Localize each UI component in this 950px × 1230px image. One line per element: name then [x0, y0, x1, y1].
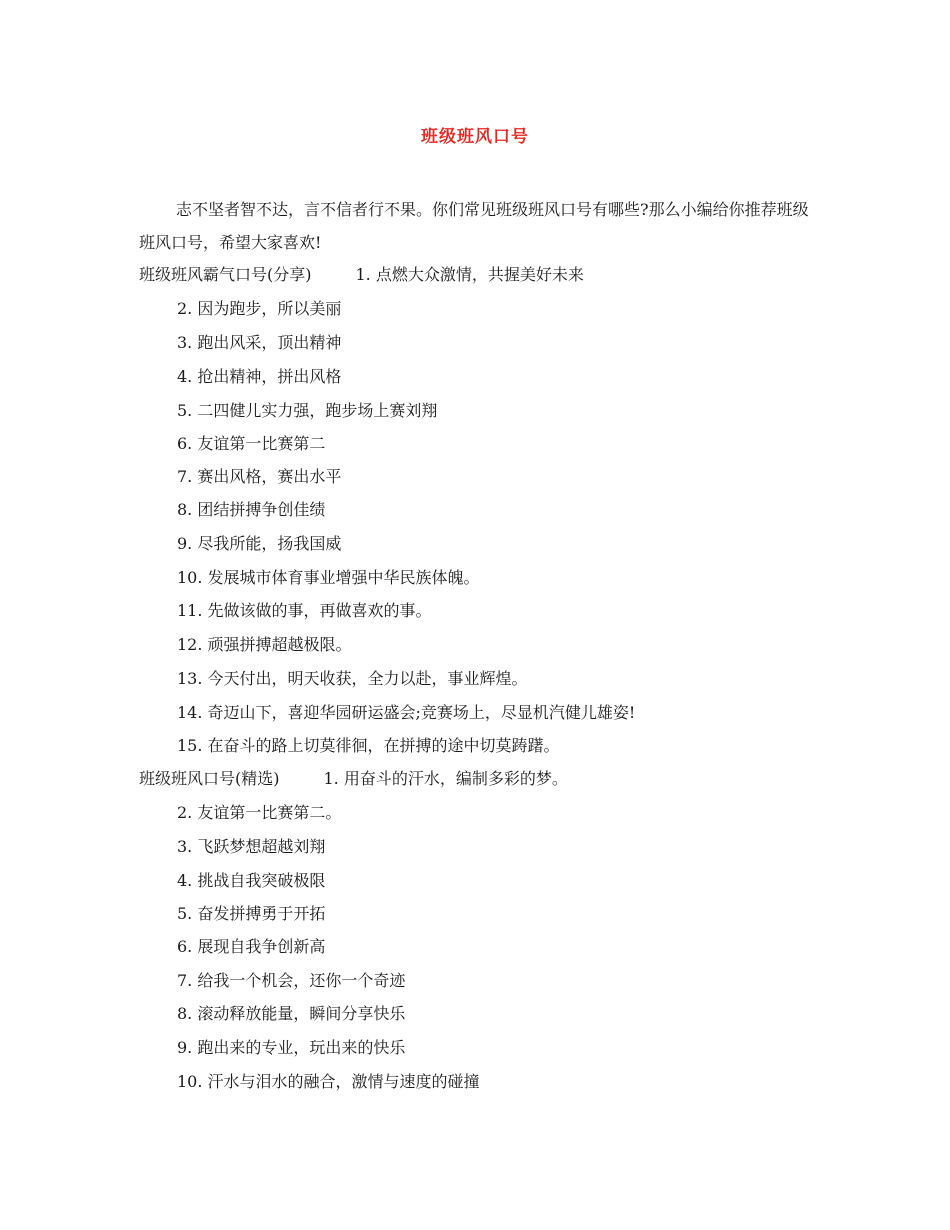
section-1-first-item: 1. 点燃大众激情，共握美好未来 — [355, 265, 584, 284]
list-item: 10. 汗水与泪水的融合，激情与速度的碰撞 — [177, 1072, 480, 1091]
list-item: 2. 因为跑步，所以美丽 — [177, 299, 342, 318]
list-item: 3. 跑出风采，顶出精神 — [177, 333, 342, 352]
list-item: 5. 奋发拼搏勇于开拓 — [177, 904, 326, 923]
list-item: 7. 赛出风格，赛出水平 — [177, 467, 342, 486]
list-item: 8. 滚动释放能量，瞬间分享快乐 — [177, 1004, 406, 1023]
list-item: 15. 在奋斗的路上切莫徘徊，在拼搏的途中切莫踌躇。 — [177, 736, 560, 755]
list-item: 11. 先做该做的事，再做喜欢的事。 — [177, 601, 432, 620]
list-item: 9. 跑出来的专业，玩出来的快乐 — [177, 1038, 406, 1057]
page-title: 班级班风口号 — [421, 127, 529, 147]
list-item: 2. 友谊第一比赛第二。 — [177, 803, 342, 822]
section-heading-2 — [139, 769, 568, 789]
list-item: 13. 今天付出，明天收获，全力以赴，事业辉煌。 — [177, 669, 528, 688]
list-item: 6. 友谊第一比赛第二 — [177, 434, 326, 453]
list-item: 9. 尽我所能，扬我国威 — [177, 534, 342, 553]
section-2-first-item: 1. 用奋斗的汗水，编制多彩的梦。 — [323, 769, 568, 788]
intro-paragraph: 志不坚者智不达，言不信者行不果。你们常见班级班风口号有哪些?那么小编给你推荐班级班风口号，希望大家喜欢! — [139, 200, 809, 252]
list-item: 3. 飞跃梦想超越刘翔 — [177, 837, 326, 856]
list-item: 5. 二四健儿实力强，跑步场上赛刘翔 — [177, 401, 438, 420]
list-item: 4. 抢出精神，拼出风格 — [177, 367, 342, 386]
list-item: 4. 挑战自我突破极限 — [177, 871, 326, 890]
list-item: 8. 团结拼搏争创佳绩 — [177, 500, 326, 519]
section-heading-1 — [139, 265, 584, 285]
list-item: 7. 给我一个机会，还你一个奇迹 — [177, 971, 406, 990]
section-1-title: 班级班风霸气口号(分享) — [139, 265, 312, 284]
list-item: 6. 展现自我争创新高 — [177, 937, 326, 956]
list-item: 10. 发展城市体育事业增强中华民族体魄。 — [177, 568, 480, 587]
list-item: 12. 顽强拼搏超越极限。 — [177, 635, 352, 654]
section-2-title: 班级班风口号(精选) — [139, 769, 280, 788]
list-item: 14. 奇迈山下，喜迎华园研运盛会;竞赛场上，尽显机汽健儿雄姿! — [177, 703, 636, 722]
